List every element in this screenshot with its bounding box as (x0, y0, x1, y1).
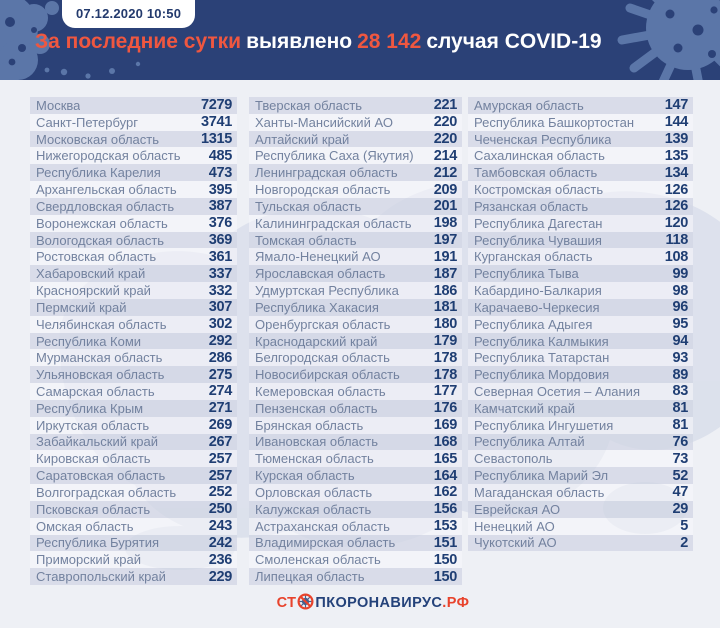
region-row (30, 417, 237, 434)
region-name: Краснодарский край (255, 333, 378, 349)
region-column-3 (468, 97, 693, 551)
region-row (249, 265, 462, 282)
region-value: 83 (672, 383, 688, 400)
region-name: Брянская область (255, 417, 364, 433)
region-value: 257 (208, 450, 232, 467)
region-value: 99 (672, 265, 688, 282)
region-row (249, 568, 462, 585)
region-value: 162 (433, 484, 457, 501)
region-value: 180 (433, 316, 457, 333)
region-name: Республика Мордовия (474, 367, 610, 383)
region-name: Республика Карелия (36, 165, 161, 181)
region-value: 81 (672, 417, 688, 434)
region-value: 73 (672, 450, 688, 467)
region-name: Мурманская область (36, 350, 163, 366)
region-name: Республика Чувашия (474, 232, 602, 248)
region-row (30, 299, 237, 316)
logo-part-st: СТ (276, 595, 297, 611)
region-row (30, 383, 237, 400)
region-value: 286 (208, 349, 232, 366)
region-row (30, 114, 237, 131)
region-name: Омская область (36, 518, 134, 534)
region-row (249, 333, 462, 350)
region-value: 147 (664, 97, 688, 114)
region-name: Ивановская область (255, 434, 378, 450)
region-row (30, 198, 237, 215)
region-value: 108 (664, 248, 688, 265)
region-name: Иркутская область (36, 417, 150, 433)
region-row (30, 181, 237, 198)
region-row (468, 299, 693, 316)
region-name: Орловская область (255, 484, 373, 500)
region-value: 186 (433, 282, 457, 299)
region-value: 473 (208, 164, 232, 181)
region-value: 257 (208, 467, 232, 484)
region-row (468, 366, 693, 383)
region-value: 395 (208, 181, 232, 198)
region-value: 269 (208, 417, 232, 434)
region-name: Республика Калмыкия (474, 333, 609, 349)
region-name: Республика Коми (36, 333, 142, 349)
region-value: 1315 (200, 131, 232, 148)
region-name: Свердловская область (36, 198, 175, 214)
no-virus-icon (297, 593, 314, 610)
region-name: Калужская область (255, 501, 372, 517)
region-value: 153 (433, 518, 457, 535)
region-value: 134 (664, 164, 688, 181)
region-value: 236 (208, 551, 232, 568)
region-value: 165 (433, 450, 457, 467)
region-name: Республика Адыгея (474, 316, 593, 332)
region-name: Ямало-Ненецкий АО (255, 249, 381, 265)
region-row (249, 417, 462, 434)
region-row (249, 366, 462, 383)
region-value: 81 (672, 400, 688, 417)
region-row (249, 316, 462, 333)
regions-table (30, 97, 693, 585)
region-value: 221 (433, 97, 457, 114)
region-row (249, 450, 462, 467)
region-value: 485 (208, 147, 232, 164)
region-value: 292 (208, 333, 232, 349)
region-name: Рязанская область (474, 198, 589, 214)
region-name: Костромская область (474, 182, 604, 198)
region-name: Челябинская область (36, 316, 167, 332)
region-row (30, 147, 237, 164)
region-value: 52 (672, 467, 688, 484)
region-row (468, 400, 693, 417)
region-name: Смоленская область (255, 552, 381, 568)
title-tail: случая COVID-19 (426, 30, 602, 53)
region-row (468, 434, 693, 451)
region-value: 169 (433, 417, 457, 434)
region-row (30, 450, 237, 467)
region-value: 387 (208, 198, 232, 215)
region-value: 369 (208, 232, 232, 249)
region-value: 178 (433, 366, 457, 383)
region-row (249, 535, 462, 552)
region-value: 201 (433, 198, 457, 215)
region-row (249, 164, 462, 181)
region-row (249, 131, 462, 148)
region-row (468, 164, 693, 181)
region-value: 164 (433, 467, 457, 484)
region-name: Республика Татарстан (474, 350, 610, 366)
region-value: 76 (672, 433, 688, 450)
region-name: Ханты-Мансийский АО (255, 114, 393, 130)
region-name: Липецкая область (255, 569, 365, 585)
region-row (30, 349, 237, 366)
region-row (30, 164, 237, 181)
region-value: 275 (208, 366, 232, 383)
region-name: Калининградская область (255, 215, 412, 231)
region-name: Московская область (36, 131, 160, 147)
region-row (30, 97, 237, 114)
region-row (30, 484, 237, 501)
region-value: 151 (433, 534, 457, 551)
region-value: 337 (208, 265, 232, 282)
region-name: Магаданская область (474, 484, 605, 500)
region-name: Белгородская область (255, 350, 390, 366)
region-name: Красноярский край (36, 283, 151, 299)
region-value: 229 (208, 568, 232, 585)
region-row (249, 434, 462, 451)
region-row (249, 114, 462, 131)
region-value: 177 (433, 383, 457, 400)
region-name: Республика Саха (Якутия) (255, 148, 414, 164)
region-value: 242 (208, 534, 232, 551)
region-row (249, 248, 462, 265)
region-name: Вологодская область (36, 232, 165, 248)
region-value: 179 (433, 333, 457, 349)
region-name: Пензенская область (255, 400, 378, 416)
region-value: 168 (433, 433, 457, 450)
region-value: 96 (672, 299, 688, 316)
region-name: Курганская область (474, 249, 593, 265)
region-row (468, 282, 693, 299)
title-mid: выявлено (246, 30, 353, 53)
region-row (30, 501, 237, 518)
region-row (468, 501, 693, 518)
region-value: 89 (672, 366, 688, 383)
region-name: Хабаровский край (36, 266, 146, 282)
region-row (30, 131, 237, 148)
region-name: Республика Марий Эл (474, 468, 609, 484)
region-name: Удмуртская Республика (255, 283, 399, 299)
region-value: 250 (208, 501, 232, 518)
region-row (30, 316, 237, 333)
region-row (30, 400, 237, 417)
region-value: 118 (665, 232, 688, 249)
region-row (468, 450, 693, 467)
region-value: 220 (433, 131, 457, 148)
region-row (30, 282, 237, 299)
region-value: 144 (664, 114, 688, 131)
region-row (249, 467, 462, 484)
region-value: 214 (433, 147, 457, 164)
region-name: Саратовская область (36, 468, 166, 484)
region-row (249, 518, 462, 535)
region-name: Ростовская область (36, 249, 157, 265)
region-name: Сахалинская область (474, 148, 605, 164)
region-row (468, 248, 693, 265)
region-value: 220 (433, 114, 457, 131)
region-value: 212 (433, 164, 457, 181)
page-title (35, 30, 607, 54)
region-value: 252 (208, 484, 232, 501)
region-row (30, 535, 237, 552)
region-name: Воронежская область (36, 215, 168, 231)
region-value: 95 (672, 316, 688, 333)
region-row (30, 215, 237, 232)
region-value: 274 (208, 383, 232, 400)
region-row (468, 518, 693, 535)
region-value: 197 (433, 232, 457, 249)
region-row (468, 316, 693, 333)
region-name: Тульская область (255, 198, 362, 214)
region-row (249, 400, 462, 417)
region-name: Республика Крым (36, 400, 144, 416)
region-row (249, 198, 462, 215)
region-row (468, 97, 693, 114)
region-name: Новосибирская область (255, 367, 400, 383)
region-row (249, 299, 462, 316)
region-name: Ульяновская область (36, 367, 165, 383)
region-row (468, 349, 693, 366)
region-row (30, 551, 237, 568)
logo-part-rf: .РФ (442, 595, 470, 611)
region-value: 139 (664, 131, 688, 148)
region-row (249, 551, 462, 568)
region-value: 5 (680, 518, 688, 535)
region-row (30, 366, 237, 383)
region-row (468, 215, 693, 232)
region-value: 332 (208, 282, 232, 299)
region-row (468, 333, 693, 350)
region-name: Ленинградская область (255, 165, 398, 181)
region-name: Республика Башкортостан (474, 114, 634, 130)
stopcoronavirus-logo (13, 593, 720, 611)
region-name: Ставропольский край (36, 569, 166, 585)
region-row (30, 518, 237, 535)
region-value: 176 (433, 400, 457, 417)
region-name: Кабардино-Балкария (474, 283, 602, 299)
region-value: 150 (433, 551, 457, 568)
region-value: 126 (664, 198, 688, 215)
region-row (249, 349, 462, 366)
region-row (468, 484, 693, 501)
region-name: Самарская область (36, 383, 155, 399)
region-name: Республика Бурятия (36, 535, 160, 551)
region-row (468, 383, 693, 400)
region-row (249, 282, 462, 299)
region-name: Архангельская область (36, 182, 177, 198)
region-column-2 (249, 97, 462, 585)
region-name: Алтайский край (255, 131, 350, 147)
region-value: 376 (208, 215, 232, 232)
region-name: Забайкальский край (36, 434, 159, 450)
region-name: Тюменская область (255, 451, 374, 467)
region-value: 2 (680, 534, 688, 551)
logo-part-koronavirus: ПКОРОНАВИРУС (315, 595, 443, 611)
region-row (30, 333, 237, 350)
region-name: Республика Хакасия (255, 299, 379, 315)
region-value: 198 (433, 215, 457, 232)
region-value: 29 (672, 501, 688, 518)
region-row (30, 265, 237, 282)
region-row (249, 232, 462, 249)
region-row (30, 248, 237, 265)
region-row (249, 181, 462, 198)
region-name: Чукотский АО (474, 535, 557, 551)
region-name: Пермский край (36, 299, 127, 315)
region-name: Ненецкий АО (474, 518, 555, 534)
region-value: 47 (672, 484, 688, 501)
region-name: Астраханская область (255, 518, 390, 534)
region-name: Оренбургская область (255, 316, 391, 332)
region-name: Республика Алтай (474, 434, 585, 450)
region-value: 302 (208, 316, 232, 333)
region-row (468, 535, 693, 552)
region-name: Чеченская Республика (474, 131, 612, 147)
region-row (249, 215, 462, 232)
region-name: Республика Тыва (474, 266, 579, 282)
region-row (249, 501, 462, 518)
region-row (468, 417, 693, 434)
region-name: Санкт-Петербург (36, 114, 138, 130)
region-value: 7279 (200, 97, 232, 114)
region-column-1 (30, 97, 237, 585)
region-row (468, 467, 693, 484)
region-value: 191 (433, 248, 457, 265)
region-value: 135 (664, 147, 688, 164)
region-name: Псковская область (36, 501, 151, 517)
region-value: 307 (208, 299, 232, 316)
title-lead: За последние сутки (35, 30, 242, 53)
region-name: Тамбовская область (474, 165, 598, 181)
region-value: 271 (208, 400, 232, 417)
region-value: 156 (433, 501, 457, 518)
region-name: Республика Ингушетия (474, 417, 614, 433)
region-value: 187 (433, 265, 457, 282)
region-name: Республика Дагестан (474, 215, 603, 231)
region-row (468, 232, 693, 249)
region-name: Приморский край (36, 552, 141, 568)
region-name: Карачаево-Черкесия (474, 299, 600, 315)
region-name: Севастополь (474, 451, 553, 467)
region-value: 98 (672, 282, 688, 299)
region-name: Тверская область (255, 97, 363, 113)
region-row (468, 147, 693, 164)
region-value: 126 (664, 181, 688, 198)
region-row (468, 181, 693, 198)
region-row (468, 198, 693, 215)
header (0, 0, 720, 80)
region-row (468, 265, 693, 282)
region-name: Ярославская область (255, 266, 386, 282)
region-value: 209 (433, 181, 457, 198)
region-name: Новгородская область (255, 182, 391, 198)
region-name: Курская область (255, 468, 355, 484)
region-row (249, 383, 462, 400)
region-row (30, 467, 237, 484)
region-row (30, 232, 237, 249)
region-row (249, 484, 462, 501)
region-value: 150 (433, 568, 457, 585)
region-value: 267 (208, 433, 232, 450)
region-row (30, 568, 237, 585)
region-row (468, 114, 693, 131)
region-value: 178 (433, 349, 457, 366)
region-name: Кемеровская область (255, 383, 386, 399)
datetime-badge: 07.12.2020 10:50 (62, 0, 195, 28)
region-row (249, 97, 462, 114)
region-name: Северная Осетия – Алания (474, 383, 640, 399)
region-value: 93 (672, 349, 688, 366)
region-value: 181 (433, 299, 457, 316)
region-value: 243 (208, 518, 232, 535)
region-name: Владимирская область (255, 535, 396, 551)
region-row (30, 434, 237, 451)
region-name: Волгоградская область (36, 484, 177, 500)
region-name: Кировская область (36, 451, 151, 467)
region-name: Томская область (255, 232, 357, 248)
region-value: 120 (664, 215, 688, 232)
region-value: 94 (672, 333, 688, 349)
region-row (468, 131, 693, 148)
region-name: Москва (36, 97, 81, 113)
region-value: 361 (208, 248, 232, 265)
region-row (249, 147, 462, 164)
region-name: Нижегородская область (36, 148, 181, 164)
region-name: Еврейская АО (474, 501, 561, 517)
region-value: 3741 (200, 114, 232, 131)
region-name: Камчатский край (474, 400, 575, 416)
title-count: 28 142 (357, 30, 422, 53)
region-name: Амурская область (474, 97, 584, 113)
